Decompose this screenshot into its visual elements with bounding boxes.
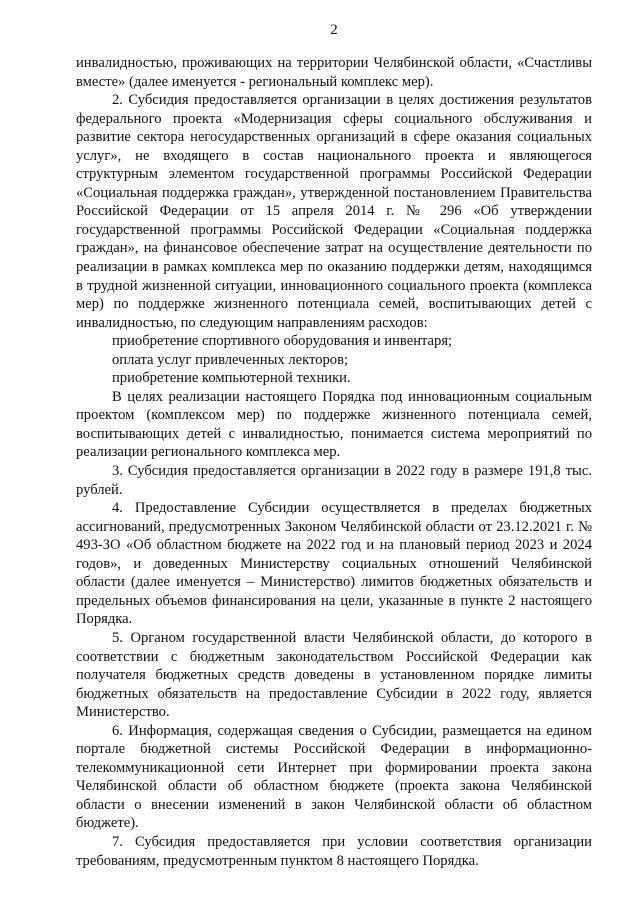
paragraph-item-6: 6. Информация, содержащая сведения о Субсидии, размещается на едином портале бюджетной системы Российской Федерации в информационно-телекоммуникационной сети Интернет при формировании проекта закона Челябинской области об областном бюджете (проекта закона Челябинской области о внесении изменений в закон Челябинской области об областном бюджете).	[76, 722, 592, 832]
paragraph-item-5: 5. Органом государственной власти Челябинской области, до которого в соответствии с бюджетным законодательством Российской Федерации как получателя бюджетных средств доведены в установленном порядке лимиты бюджетных обязательств на предоставление Субсидии в 2022 году, является Министерство.	[76, 629, 592, 721]
list-item-sports-equipment: приобретение спортивного оборудования и инвентаря;	[112, 333, 453, 350]
page-number: 2	[330, 22, 338, 38]
document-page	[76, 20, 592, 870]
paragraph-definition: В целях реализации настоящего Порядка под инновационным социальным проектом (комплексом мер) по поддержке жизненного потенциала семей, воспитывающих детей с инвалидностью, понимается система мероприятий по реализации регионального комплекса мер.	[76, 388, 592, 461]
paragraph-item-3: 3. Субсидия предоставляется организации в 2022 году в размере 191,8 тыс. рублей.	[76, 463, 592, 498]
list-item-computers: приобретение компьютерной техники.	[112, 370, 351, 387]
paragraph-item-7: 7. Субсидия предоставляется при условии соответствия организации требованиям, предусмотренным пунктом 8 настоящего Порядка.	[76, 833, 592, 869]
paragraph-item-4: 4. Предоставление Субсидии осуществляется в пределах бюджетных ассигнований, предусмотренных Законом Челябинской области от 23.12.2021 г. № 493-ЗО «Об областном бюджете на 2022 год и на плановый период 2023 и 2024 годов», и доведенных Министерству социальных отношений Челябинской области (далее именуется – Министерство) лимитов бюджетных обязательств и предельных объемов финансирования на цели, указанные в пункте 2 настоящего Порядка.	[76, 500, 592, 628]
paragraph-item-2: 2. Субсидия предоставляется организации в целях достижения результатов федерального проекта «Модернизация сферы социального обслуживания и развитие сектора негосударственных организаций в сфере оказания социальных услуг», не входящего в состав национального проекта и являющегося структурным элементом государственной программы Российской Федерации «Социальная поддержка граждан», утвержденной постановлением Правительства Российской Федерации от 15 апреля 2014 г. № 296 «Об утверждении государственной программы Российской Федерации «Социальная поддержка граждан», на финансовое обеспечение затрат на осуществление деятельности по реализации в рамках комплекса мер по оказанию поддержки детям, находящимся в трудной жизненной ситуации, инновационного социального проекта (комплекса мер) по поддержке жизненного потенциала семей, воспитывающих детей с инвалидностью, по следующим направлениям расходов:	[76, 92, 592, 331]
list-item-lecturers: оплата услуг привлеченных лекторов;	[112, 351, 349, 368]
paragraph-continuation: инвалидностью, проживающих на территории Челябинской области, «Счастливы вместе» (далее именуется - региональный комплекс мер).	[76, 55, 592, 90]
document-body	[76, 54, 592, 870]
